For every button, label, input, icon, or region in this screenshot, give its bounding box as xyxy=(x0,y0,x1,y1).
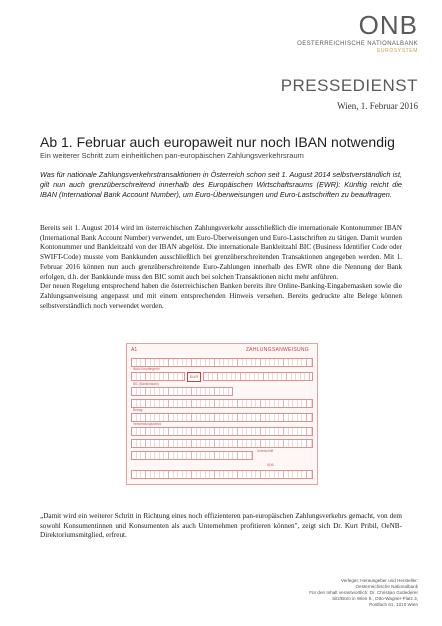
imprint-footer xyxy=(258,578,418,608)
imprint-line-3: Für den Inhalt verantwortlich: Dr. Christian Gutlederer xyxy=(309,590,418,595)
lead-paragraph: Was für nationale Zahlungsverkehrstransaktionen in Österreich schon seit 1. August 2014 selbstverständlich ist, gilt nun auch grenzüberschreitend innerhalb des Europäischen Wirtschaftsraums (EWR): Künftig reicht die IBAN (International Bank Account Number), um Euro-Überweisungen und Euro-Lastschriften zu beauftragen. xyxy=(40,170,402,199)
form-number: A1 xyxy=(131,347,138,353)
form-field-line-2 xyxy=(131,413,313,422)
form-code: 006 xyxy=(267,462,274,467)
form-field-line-4 xyxy=(131,451,253,460)
form-title: ZAHLUNGSANWEISUNG xyxy=(245,347,309,353)
press-date: Wien, 1. Februar 2016 xyxy=(337,101,418,111)
article-subtitle: Ein weiterer Schritt zum einheitlichen pan-europäischen Zahlungsverkehrsraum xyxy=(40,151,304,160)
logo-subtitle: EUROSYSTEM xyxy=(376,48,418,54)
imprint-line-1: Verleger, Herausgeber und Hersteller: xyxy=(340,578,418,583)
form-label-iban: IBAN EmpfängerIn xyxy=(133,367,160,371)
payment-order-form-image xyxy=(126,343,318,485)
form-field-bottom xyxy=(131,470,313,479)
imprint-line-2: Oesterreichische Nationalbank xyxy=(355,584,418,589)
imprint-line-5: Postfach 61, 1010 Wien xyxy=(369,602,418,607)
quote-paragraph: „Damit wird ein weiterer Schritt in Richtung eines noch effizienteren pan-europäischen Zahlungsverkehrs gemacht, von dem sowohl Konsumentinnen und Konsumenten als auch Unternehmen profitieren können", zeigt sich Dr. Kurt Pribil, OeNB-Direktoriumsmitglied, erfreut. xyxy=(40,512,402,540)
body-paragraph-1: Bereits seit 1. August 2014 wird im österreichischen Zahlungsverkehr ausschließlich die internationale Kontonummer IBAN (International Bank Account Number) verwendet, um Euro-Überweisungen und Euro-Lastschriften zu tätigen. Damit wurden Kontonummer und Bankleitzahl von der IBAN abgelöst. Die internationale Bankleitzahl BIC (Business Identifier Code oder SWIFT-Code) musste vom Bankkunden ausschließlich bei grenzüberschreitenden Transaktionen angegeben werden. Mit 1. Februar 2016 können nun auch grenzüberschreitende Euro-Zahlungen innerhalb des EWR ohne die Nennung der Bank erfolgen, d.h. der Bankkunde muss den BIC somit auch bei solchen Transaktionen nicht mehr anführen. xyxy=(40,224,402,281)
logo-name: OESTERREICHISCHE NATIONALBANK xyxy=(297,41,418,47)
imprint-line-4: Sitz/Büro in Wien 9., Otto-Wagner-Platz 3, xyxy=(332,596,418,601)
logo-mark: ONB xyxy=(358,10,418,40)
form-field-bic xyxy=(131,387,233,396)
form-label-bic: BIC (Bankleitzahl) xyxy=(133,382,159,386)
press-service-label: PRESSEDIENST xyxy=(280,76,418,95)
form-field-reference xyxy=(131,427,313,436)
form-field-line-3 xyxy=(131,439,313,448)
form-field-line-1 xyxy=(131,399,313,408)
form-label-amount: Betrag xyxy=(133,408,143,412)
form-label-reference: Verwendungszweck xyxy=(133,422,162,426)
form-field-amount xyxy=(203,372,313,381)
body-paragraph-2: Der neuen Regelung entsprechend haben die österreichischen Banken bereits ihre Online-Banking-Eingabemasken sowie die Zahlungsanweisung angepasst und mit einem entsprechenden Hinweis versehen. Bereits gedruckte alte Belege können selbstverständlich noch verwendet werden. xyxy=(40,282,402,310)
form-label-signature: Unterschrift xyxy=(257,449,274,453)
article-body xyxy=(40,224,402,311)
form-currency-box: EUR xyxy=(187,372,201,382)
form-field-iban xyxy=(131,372,185,381)
form-field-recipient xyxy=(131,358,313,367)
article-title: Ab 1. Februar auch europaweit nur noch IBAN notwendig xyxy=(40,134,395,150)
oenb-logo xyxy=(268,12,418,54)
